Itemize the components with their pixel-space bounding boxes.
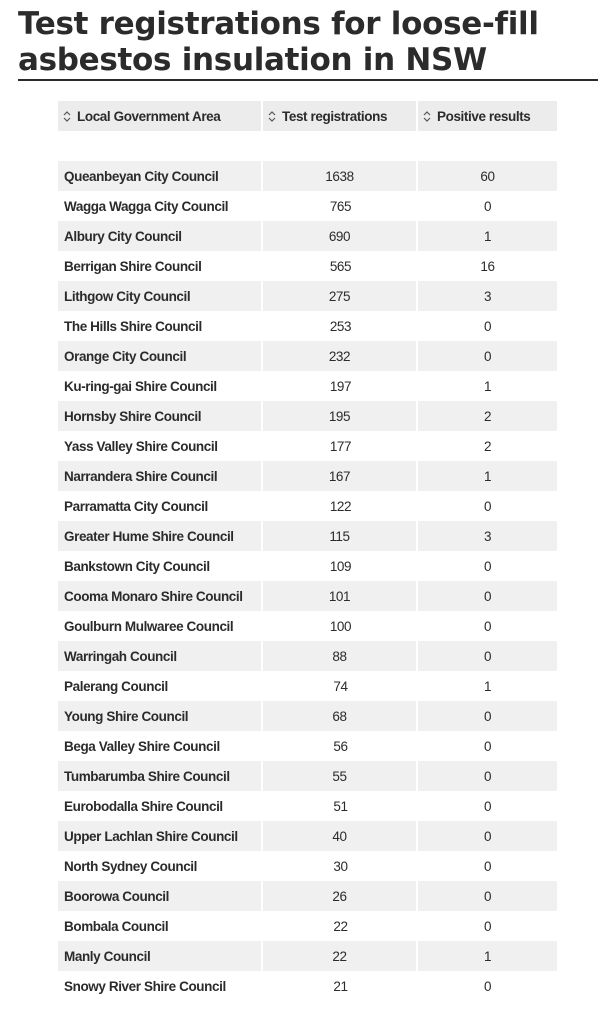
table-row	[58, 551, 557, 581]
cell-positive-results: 3	[418, 281, 557, 311]
cell-lga: Cooma Monaro Shire Council	[58, 581, 263, 611]
cell-positive-results: 0	[483, 858, 492, 874]
cell-lga: Berrigan Shire Council	[64, 258, 202, 274]
cell-positive-results: 0	[483, 798, 492, 814]
table-header-row	[58, 101, 557, 131]
column-header-label: Local Government Area	[77, 108, 221, 124]
cell-positive-results: 0	[483, 558, 492, 574]
cell-lga: Bombala Council	[64, 918, 169, 934]
cell-test-registrations: 167	[263, 461, 418, 491]
cell-test-registrations: 109	[329, 558, 352, 574]
table-row	[58, 821, 557, 851]
cell-test-registrations: 275	[263, 281, 418, 311]
cell-positive-results: 0	[483, 618, 492, 634]
cell-positive-results: 1	[418, 461, 557, 491]
cell-positive-results: 0	[418, 761, 557, 791]
table-row	[58, 251, 557, 281]
cell-lga: Upper Lachlan Shire Council	[58, 821, 263, 851]
cell-lga: Bankstown City Council	[64, 558, 210, 574]
table-row	[58, 851, 557, 881]
cell-positive-results: 2	[483, 438, 492, 454]
cell-positive-results: 3	[418, 521, 557, 551]
cell-test-registrations: 26	[263, 881, 418, 911]
cell-lga: Albury City Council	[58, 221, 263, 251]
column-header-positive[interactable]	[418, 101, 557, 131]
table-row	[58, 971, 557, 1001]
cell-test-registrations: 115	[263, 521, 418, 551]
cell-test-registrations: 55	[263, 761, 418, 791]
table-row	[58, 401, 557, 431]
cell-positive-results: 0	[483, 738, 492, 754]
column-header-tests[interactable]	[263, 101, 418, 131]
cell-test-registrations: 1638	[263, 161, 418, 191]
cell-test-registrations: 690	[263, 221, 418, 251]
cell-lga: Parramatta City Council	[64, 498, 208, 514]
table-row	[58, 431, 557, 461]
table-row	[58, 371, 557, 401]
cell-positive-results: 2	[418, 401, 557, 431]
cell-test-registrations: 253	[329, 318, 352, 334]
cell-test-registrations: 22	[263, 941, 418, 971]
cell-positive-results: 0	[418, 881, 557, 911]
cell-lga: North Sydney Council	[64, 858, 198, 874]
cell-positive-results: 0	[418, 641, 557, 671]
cell-positive-results: 0	[418, 341, 557, 371]
cell-lga: Bega Valley Shire Council	[64, 738, 220, 754]
cell-positive-results: 0	[418, 701, 557, 731]
table-body	[58, 131, 557, 1001]
cell-test-registrations: 88	[263, 641, 418, 671]
cell-positive-results: 0	[418, 581, 557, 611]
cell-lga: Manly Council	[58, 941, 263, 971]
table-row	[58, 761, 557, 791]
page-title: Test registrations for loose-fill asbestos insulation in NSW	[18, 6, 539, 78]
cell-lga: Warringah Council	[58, 641, 263, 671]
table-row	[58, 581, 557, 611]
table-row	[58, 221, 557, 251]
table-row	[58, 671, 557, 701]
data-table-container	[58, 101, 557, 1001]
table-row	[58, 791, 557, 821]
cell-positive-results: 1	[483, 678, 492, 694]
table-row	[58, 491, 557, 521]
cell-lga: Tumbarumba Shire Council	[58, 761, 263, 791]
column-header-label: Positive results	[437, 108, 531, 124]
cell-test-registrations: 565	[329, 258, 352, 274]
table-row	[58, 911, 557, 941]
cell-test-registrations: 30	[333, 858, 348, 874]
cell-lga: Lithgow City Council	[58, 281, 263, 311]
cell-test-registrations: 100	[329, 618, 352, 634]
cell-test-registrations: 195	[263, 401, 418, 431]
cell-positive-results: 60	[418, 161, 557, 191]
sort-arrows-icon	[63, 111, 72, 122]
cell-lga: Goulburn Mulwaree Council	[64, 618, 234, 634]
cell-positive-results: 0	[483, 318, 492, 334]
cell-lga: Ku-ring-gai Shire Council	[64, 378, 217, 394]
cell-lga: Eurobodalla Shire Council	[64, 798, 223, 814]
table-row	[58, 191, 557, 221]
table-row	[58, 281, 557, 311]
cell-test-registrations: 68	[263, 701, 418, 731]
cell-lga: Snowy River Shire Council	[64, 978, 226, 994]
cell-test-registrations: 765	[329, 198, 352, 214]
cell-positive-results: 0	[483, 198, 492, 214]
cell-test-registrations: 56	[333, 738, 348, 754]
cell-lga: Orange City Council	[58, 341, 263, 371]
cell-test-registrations: 51	[333, 798, 348, 814]
column-header-lga[interactable]	[58, 101, 263, 131]
cell-positive-results: 1	[483, 378, 492, 394]
cell-test-registrations: 74	[333, 678, 348, 694]
cell-test-registrations: 22	[333, 918, 348, 934]
cell-test-registrations: 101	[263, 581, 418, 611]
table-row	[58, 311, 557, 341]
cell-lga: Young Shire Council	[58, 701, 263, 731]
table-row	[58, 161, 557, 191]
table-row	[58, 461, 557, 491]
cell-test-registrations: 177	[329, 438, 352, 454]
asbestos-test-table	[58, 101, 557, 1001]
cell-lga: Yass Valley Shire Council	[64, 438, 218, 454]
table-row	[58, 611, 557, 641]
cell-test-registrations: 232	[263, 341, 418, 371]
cell-positive-results: 0	[483, 978, 492, 994]
cell-lga: The Hills Shire Council	[64, 318, 202, 334]
cell-lga: Queanbeyan City Council	[58, 161, 263, 191]
cell-lga: Hornsby Shire Council	[58, 401, 263, 431]
table-row	[58, 701, 557, 731]
cell-positive-results: 1	[418, 941, 557, 971]
cell-lga: Narrandera Shire Council	[58, 461, 263, 491]
table-row	[58, 521, 557, 551]
cell-lga: Palerang Council	[64, 678, 168, 694]
header-spacer	[58, 131, 557, 161]
sort-arrows-icon	[423, 111, 432, 122]
cell-positive-results: 0	[483, 918, 492, 934]
table-row	[58, 941, 557, 971]
table-row	[58, 641, 557, 671]
cell-test-registrations: 40	[263, 821, 418, 851]
cell-positive-results: 0	[483, 498, 492, 514]
cell-test-registrations: 21	[333, 978, 348, 994]
cell-positive-results: 1	[418, 221, 557, 251]
sort-arrows-icon	[268, 111, 277, 122]
table-row	[58, 881, 557, 911]
table-row	[58, 731, 557, 761]
table-row	[58, 341, 557, 371]
column-header-label: Test registrations	[282, 108, 388, 124]
cell-positive-results: 16	[480, 258, 495, 274]
cell-lga: Greater Hume Shire Council	[58, 521, 263, 551]
cell-positive-results: 0	[418, 821, 557, 851]
cell-test-registrations: 197	[329, 378, 352, 394]
cell-lga: Wagga Wagga City Council	[64, 198, 229, 214]
title-divider	[18, 79, 598, 81]
cell-lga: Boorowa Council	[58, 881, 263, 911]
cell-test-registrations: 122	[329, 498, 352, 514]
